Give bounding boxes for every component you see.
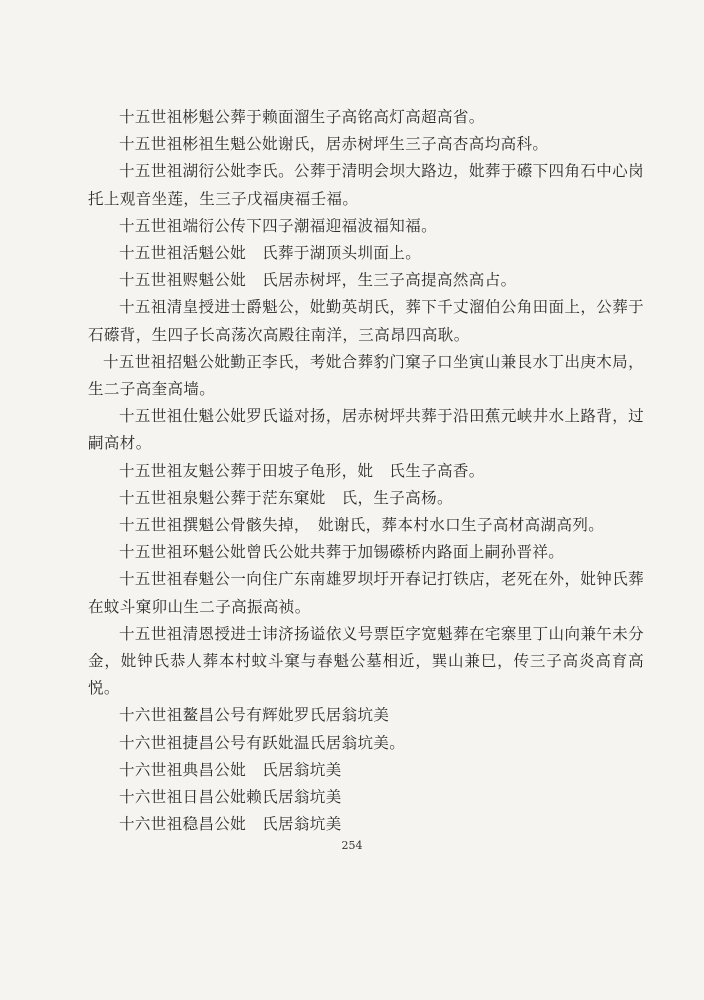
paragraph-20: 十六世祖稳昌公妣 氏居翁坑美 [119, 815, 342, 834]
paragraph-1: 十五世祖彬魁公葬于赖面溜生子高铭高灯高超高省。 [119, 108, 485, 126]
paragraph-15: 十五世祖清恩授进士讳济扬谥依义号票臣字宽魁葬在宅寨里丁山向兼午未分金，妣钟氏恭人葬本村蚊斗窠与春魁公墓相近，巽山兼巳，传三子高炎高育高悦。 [88, 624, 644, 698]
paragraph-3: 十五世祖湖衍公妣李氏。公葬于清明会坝大路边，妣葬于礤下四角石中心岗托上观音坐莲，生三子戊福庚福壬福。 [88, 162, 644, 208]
page-number: 254 [341, 839, 363, 852]
paragraph-18: 十六世祖典昌公妣 氏居翁坑美 [119, 760, 342, 779]
paragraph-16: 十六世祖鳌昌公号有辉妣罗氏居翁坑美 [119, 706, 390, 725]
paragraph-10: 十五世祖友魁公葬于田坡子龟形，妣 氏生子高香。 [119, 461, 485, 480]
paragraph-14: 十五世祖春魁公一向住广东南雄罗坝圩开春记打铁店，老死在外，妣钟氏葬在蚊斗窠卯山生二子高振高祯。 [88, 570, 644, 616]
paragraph-8: 十五世祖招魁公妣勤正李氏，考妣合葬豹门窠子口坐寅山兼艮水丁出庚木局，生二子高奎高墙。 [88, 352, 644, 399]
paragraph-19: 十六世祖日昌公妣赖氏居翁坑美 [119, 788, 342, 807]
paragraph-13: 十五世祖环魁公妣曾氏公妣共葬于加锡礤桥内路面上嗣孙晋祥。 [119, 543, 565, 562]
paragraph-11: 十五世祖泉魁公葬于茫东窠妣 氏，生子高杨。 [119, 488, 453, 507]
paragraph-9: 十五世祖仕魁公妣罗氏谥对扬，居赤树坪共葬于沿田蕉元峡井水上路背，过嗣高材。 [88, 407, 644, 453]
paragraph-2: 十五世祖彬祖生魁公妣谢氏，居赤树坪生三子高杏高均高科。 [119, 135, 549, 154]
paragraph-12: 十五世祖撰魁公骨骸失掉， 妣谢氏，葬本村水口生子高材高湖高列。 [119, 516, 605, 535]
genealogy-text [88, 104, 644, 838]
paragraph-7: 十五祖清皇授进士爵魁公，妣勤英胡氏，葬下千丈溜伯公角田面上，公葬于石礤背，生四子长高荡次高殿往南洋，三高昂四高耿。 [88, 298, 644, 344]
paragraph-5: 十五世祖活魁公妣 氏葬于湖顶头圳面上。 [119, 244, 422, 263]
paragraph-6: 十五世祖赆魁公妣 氏居赤树坪，生三子高提高然高占。 [119, 271, 517, 290]
paragraph-17: 十六世祖捷昌公号有跃妣温氏居翁坑美。 [119, 733, 406, 752]
paragraph-4: 十五世祖端衍公传下四子潮福迎福波福知福。 [119, 216, 438, 235]
